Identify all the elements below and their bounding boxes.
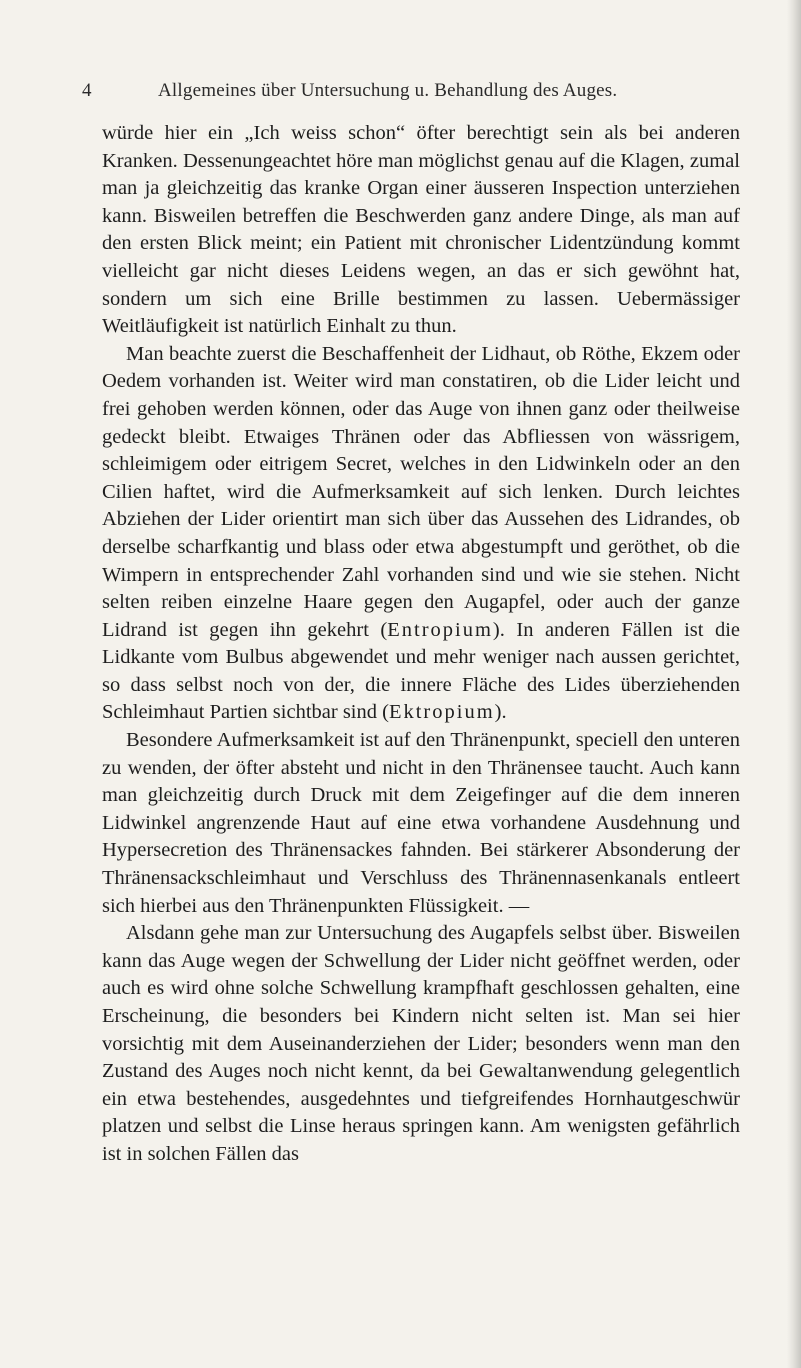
paragraph-2-text-a: Man beachte zuerst die Beschaffenheit der Lidhaut, ob Röthe, Ekzem oder Oedem vorhanden ist. Weiter wird man constatiren, ob die Lider leicht und frei gehoben werden können, oder das Auge von ihnen ganz oder theilweise gedeckt bleibt. Etwaiges Thränen oder das Abfliessen von wässrigem, schleimigem oder eitrigem Secret, welches in den Lidwinkeln oder an den Cilien haftet, wird die Aufmerksamkeit auf sich lenken. Durch leichtes Abziehen der Lider orientirt man sich über das Aussehen des Lidrandes, ob derselbe scharfkantig und blass oder etwa abgestumpft und geröthet, ob die Wimpern in entsprechender Zahl vorhanden sind und wie sie stehen. Nicht selten reiben einzelne Haare gegen den Augapfel, oder auch der ganze Lidrand ist gegen ihn gekehrt ( — [102, 342, 740, 641]
page-number: 4 — [82, 80, 92, 101]
paragraph-2-text-c: ). — [494, 701, 507, 724]
paragraph-1: würde hier ein „Ich weiss schon“ öfter berechtigt sein als bei anderen Kranken. Dessenungeachtet höre man möglichst genau auf die Klagen, zumal man ja gleichzeitig das kranke Organ einer äusseren Inspection unterziehen kann. Bisweilen betreffen die Beschwerden ganz andere Dinge, als man auf den ersten Blick meint; ein Patient mit chronischer Lidentzündung kommt vielleicht gar nicht dieses Leidens wegen, an das er sich gewöhnt hat, sondern um sich eine Brille bestimmen zu lassen. Uebermässiger Weitläufigkeit ist natürlich Einhalt zu thun. — [102, 122, 740, 338]
paragraph-4: Alsdann gehe man zur Untersuchung des Augapfels selbst über. Bisweilen kann das Auge wegen der Schwellung der Lider nicht geöffnet werden, oder auch es wird ohne solche Schwellung krampfhaft geschlossen gehalten, eine Erscheinung, die besonders bei Kindern nicht selten ist. Man sei hier vorsichtig mit dem Auseinanderziehen der Lider; besonders wenn man den Zustand des Auges noch nicht kennt, da bei Gewaltanwendung gelegentlich ein etwa bestehendes, ausgedehntes und tiefgreifendes Hornhautgeschwür platzen und selbst die Linse heraus springen kann. Am wenigsten gefährlich ist in solchen Fällen das — [102, 922, 740, 1165]
paragraph-2 — [102, 341, 740, 727]
paragraph-3: Besondere Aufmerksamkeit ist auf den Thränenpunkt, speciell den unteren zu wenden, der öfter absteht und nicht in den Thränensee taucht. Auch kann man gleichzeitig durch Druck mit dem Zeigefinger auf die dem inneren Lidwinkel angrenzende Haut auf eine etwa vorhandene Ausdehnung und Hypersecretion des Thränensackes fahnden. Bei stärkerer Absonderung der Thränensackschleimhaut und Verschluss des Thränennasenkanals entleert sich hierbei aus den Thränenpunkten Flüssigkeit. — — [102, 729, 740, 917]
running-title: Allgemeines über Untersuchung u. Behandlung des Auges. — [158, 80, 618, 101]
paragraph-2-text-b: ). In anderen Fällen ist die Lidkante vom Bulbus abgewendet und mehr weniger nach aussen gerichtet, so dass selbst noch von der, die innere Fläche des Lides überziehenden Schleimhaut Partien sichtbar sind ( — [102, 618, 741, 724]
body-text — [102, 120, 740, 1169]
term-ektropium: Ektropium — [388, 701, 495, 724]
page-edge-shadow — [787, 0, 801, 1368]
term-entropium: Entropium — [387, 618, 493, 641]
running-header — [82, 80, 682, 102]
